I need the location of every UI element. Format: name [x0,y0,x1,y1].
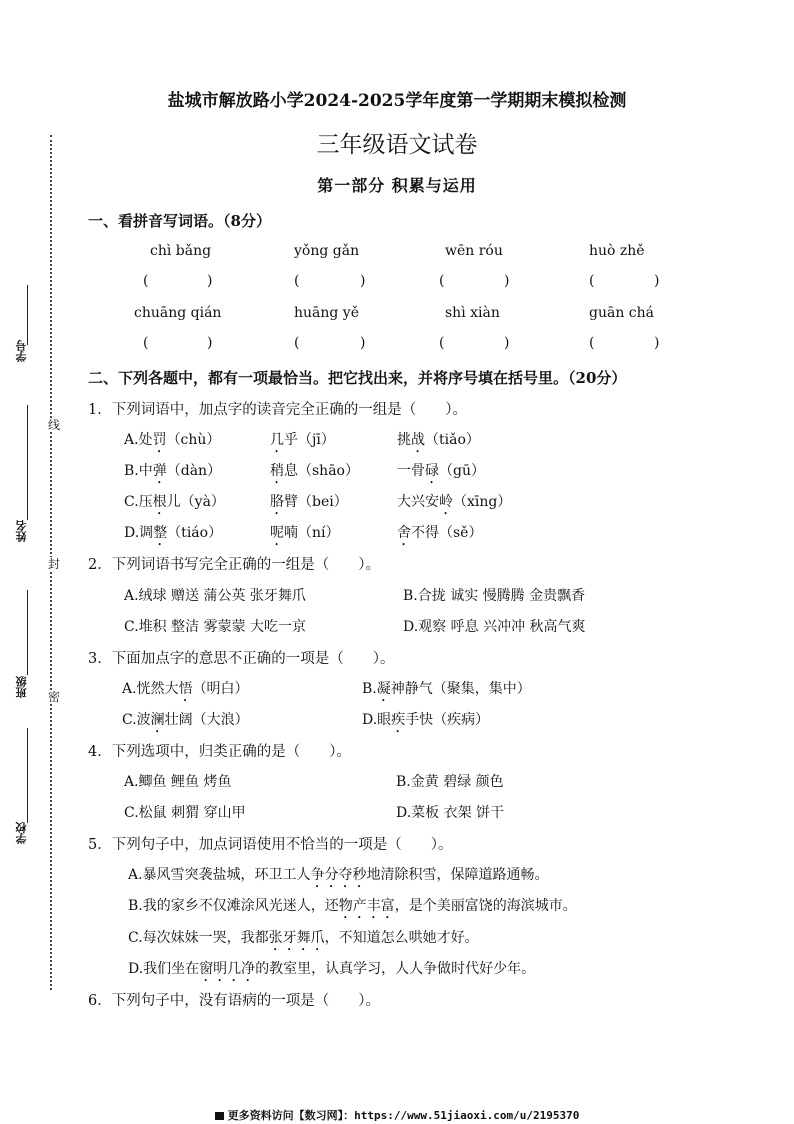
q4-option-c: C.松鼠 刺猬 穿山甲 [124,805,246,821]
q1-option-c-word3: 大兴安岭（xīng） [397,494,512,510]
answer-paren-close: ) [654,335,660,351]
q3-option-b: B.凝神静气（聚集，集中） [362,681,531,697]
pinyin-2: yǒng gǎn [294,243,360,259]
question-3-stem: 3．下面加点字的意思不正确的一项是（ ）。 [88,651,395,667]
answer-paren-open: ( [294,335,300,351]
name-line [27,405,28,520]
footer-link[interactable]: 更多资料访问【数习网】：https://www.51jiaoxi.com/u/2195370 [0,1107,794,1123]
exam-header: 盐城市解放路小学2024-2025学年度第一学期期末模拟检测 [167,91,627,111]
part-title: 第一部分 积累与运用 [317,176,477,195]
q5-option-a: A.暴风雪突袭盐城，环卫工人争分夺秒地清除积雪，保障道路通畅。 [128,867,549,883]
student-id-label: 学号 [15,340,28,362]
q3-option-d: D.眼疾手快（疾病） [362,712,490,728]
answer-paren-close: ) [504,273,510,289]
seam-label-feng: 封 [48,557,61,571]
class-line [27,590,28,675]
student-id-line [27,285,28,345]
section2-heading: 二、下列各题中，都有一项最恰当。把它找出来，并将序号填在括号里。（20分） [88,369,627,387]
q3-option-c: C.波澜壮阔（大浪） [122,712,249,728]
q4-option-a: A.鲫鱼 鲤鱼 烤鱼 [124,774,232,790]
q5-option-c: C.每次妹妹一哭，我都张牙舞爪，不知道怎么哄她才好。 [128,930,479,946]
exam-title: 三年级语文试卷 [316,132,478,158]
q5-option-b: B.我的家乡不仅滩涂风光迷人，还物产丰富，是个美丽富饶的海滨城市。 [128,898,577,914]
q1-option-b-word3: 一骨碌（gū） [397,463,485,479]
answer-paren-open: ( [143,273,149,289]
q2-option-b: B.合拢 诚实 慢腾腾 金贵飘香 [403,588,586,604]
answer-paren-close: ) [654,273,660,289]
answer-paren-close: ) [360,273,366,289]
q2-option-c: C.堆积 整洁 雾蒙蒙 大吃一京 [124,619,307,635]
answer-paren-open: ( [294,273,300,289]
question-1-stem: 1．下列词语中，加点字的读音完全正确的一组是（ ）。 [88,402,467,418]
seam-label-mi: 密 [48,690,61,704]
flag-icon [215,1112,224,1120]
question-4-stem: 4．下列选项中，归类正确的是（ ）。 [88,744,351,760]
q1-option-c-word1: C.压根儿（yà） [124,494,225,510]
question-6-stem: 6．下列句子中，没有语病的一项是（ ）。 [88,993,380,1009]
q1-option-a-word1: A.处罚（chù） [124,432,221,448]
seam-label-xian: 线 [48,418,61,432]
answer-paren-open: ( [589,273,595,289]
q4-option-b: B.金黄 碧绿 颜色 [396,774,504,790]
q1-option-d-word2: 呢喃（ní） [270,525,340,541]
pinyin-6: huāng yě [294,305,360,321]
answer-paren-open: ( [439,335,445,351]
school-label: 学校 [15,822,28,844]
pinyin-3: wēn róu [445,243,503,259]
answer-paren-open: ( [439,273,445,289]
q1-option-d-word3: 舍不得（sě） [397,525,483,541]
pinyin-4: huò zhě [589,243,645,259]
name-label: 姓名 [15,520,28,542]
q1-option-a-word3: 挑战（tiǎo） [397,432,480,448]
school-line [27,728,28,823]
q4-option-d: D.菜板 衣架 饼干 [396,805,505,821]
answer-paren-close: ) [207,273,213,289]
q3-option-a: A.恍然大悟（明白） [122,681,249,697]
q1-option-a-word2: 几乎（jī） [270,432,335,448]
answer-paren-open: ( [143,335,149,351]
answer-paren-close: ) [360,335,366,351]
pinyin-8: guān chá [589,305,654,321]
pinyin-7: shì xiàn [445,305,500,321]
question-2-stem: 2．下列词语书写完全正确的一组是（ ）。 [88,557,380,573]
q2-option-d: D.观察 呼息 兴冲冲 秋高气爽 [403,619,586,635]
answer-paren-close: ) [504,335,510,351]
q2-option-a: A.绒球 赠送 蒲公英 张牙舞爪 [124,588,306,604]
q1-option-b-word1: B.中弹（dàn） [124,463,222,479]
section1-heading: 一、看拼音写词语。（8分） [88,212,271,230]
answer-paren-open: ( [589,335,595,351]
q5-option-d: D.我们坐在窗明几净的教室里，认真学习，人人争做时代好少年。 [128,961,536,977]
pinyin-1: chì bǎng [150,243,212,259]
question-5-stem: 5．下列句子中，加点词语使用不恰当的一项是（ ）。 [88,837,453,853]
pinyin-5: chuāng qián [134,305,222,321]
q1-option-b-word2: 稍息（shāo） [270,463,359,479]
q1-option-c-word2: 胳臂（bei） [270,494,348,510]
class-label: 班级 [15,676,28,698]
answer-paren-close: ) [207,335,213,351]
q1-option-d-word1: D.调整（tiáo） [124,525,223,541]
